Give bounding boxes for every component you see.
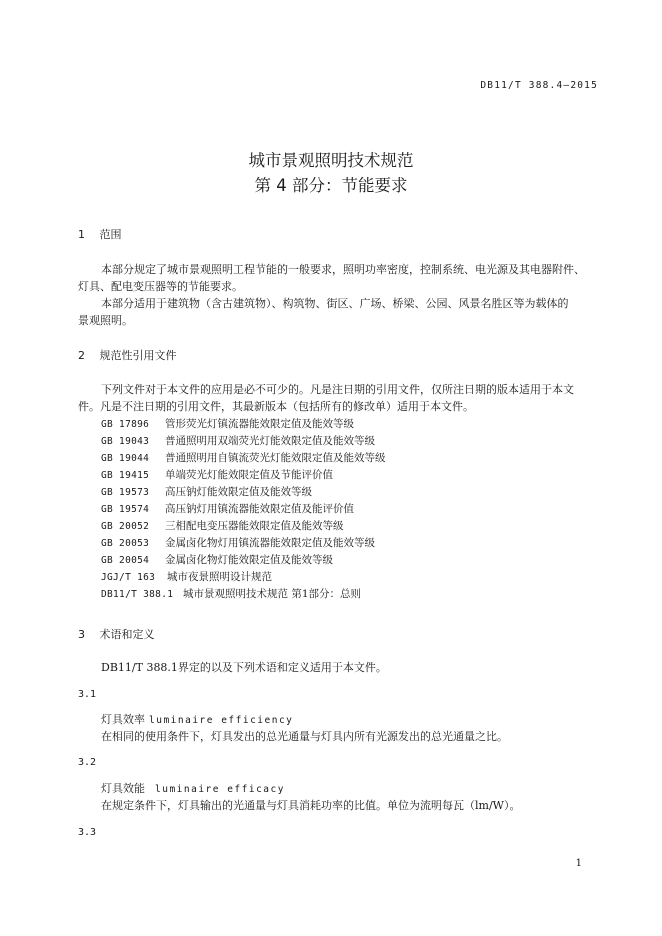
reference-item (101, 586, 361, 601)
section-number: 2 (78, 349, 85, 362)
reference-title: 三相配电变压器能效限定值及能效等级 (165, 520, 344, 532)
reference-code: GB 19043 (101, 436, 150, 447)
term-heading (101, 711, 293, 727)
reference-title: 高压钠灯用镇流器能效限定值及能评价值 (165, 503, 354, 515)
reference-code: GB 20054 (101, 555, 150, 566)
term-number: 3.2 (78, 757, 97, 768)
reference-item (101, 467, 333, 482)
scope-paragraph-1-line-1: 本部分规定了城市景观照明工程节能的一般要求，照明功率密度，控制系统、电光源及其电器附件、 (101, 263, 585, 276)
reference-title: 普通照明用双端荧光灯能效限定值及能效等级 (165, 435, 375, 447)
reference-code: GB 20053 (101, 538, 150, 549)
page-number: 1 (575, 858, 582, 869)
term-number: 3.1 (78, 689, 97, 700)
normative-intro-line-2: 件。凡是不注日期的引用文件，其最新版本（包括所有的修改单）适用于本文件。 (78, 400, 474, 413)
reference-item (101, 518, 344, 533)
reference-item (101, 552, 333, 567)
reference-code: GB 19573 (101, 487, 150, 498)
reference-item (101, 433, 375, 448)
section-number: 3 (78, 628, 85, 641)
reference-code: GB 19415 (101, 470, 150, 481)
scope-paragraph-2-line-2: 景观照明。 (78, 314, 133, 327)
term-number: 3.3 (78, 827, 97, 838)
term-english: luminaire efficacy (155, 784, 285, 795)
reference-item (101, 535, 375, 550)
reference-code: JGJ/T 163 (101, 572, 156, 583)
section-title: 术语和定义 (99, 628, 155, 641)
term-heading (101, 780, 285, 796)
reference-title: 城市夜景照明设计规范 (167, 571, 272, 583)
section-3-heading (78, 626, 155, 642)
term-definition: 在相同的使用条件下，灯具发出的总光通量与灯具内所有光源发出的总光通量之比。 (101, 730, 508, 743)
reference-item (101, 501, 354, 516)
reference-code: GB 19044 (101, 453, 150, 464)
reference-item (101, 484, 312, 499)
reference-title: 普通照明用自镇流荧光灯能效限定值及能效等级 (165, 452, 386, 464)
term-chinese: 灯具效能 (101, 782, 145, 795)
reference-title: 城市景观照明技术规范 第1部分：总则 (183, 588, 362, 600)
reference-item (101, 450, 386, 465)
section-number: 1 (78, 228, 85, 241)
standard-code-header: DB11/T 388.4—2015 (480, 80, 598, 91)
scope-paragraph-1-line-2: 灯具、配电变压器等的节能要求。 (78, 280, 243, 293)
section-title: 规范性引用文件 (99, 349, 177, 362)
section-1-heading (78, 226, 122, 242)
reference-title: 金属卤化物灯能效限定值及能效等级 (165, 554, 333, 566)
terms-intro: DB11/T 388.1界定的以及下列术语和定义适用于本文件。 (101, 661, 387, 674)
reference-code: GB 20052 (101, 521, 150, 532)
scope-paragraph-2-line-1: 本部分适用于建筑物（含古建筑物）、构筑物、街区、广场、桥梁、公园、风景名胜区等为载体的 (101, 297, 569, 310)
term-english: luminaire efficiency (149, 715, 294, 726)
reference-code: GB 19574 (101, 504, 150, 515)
section-2-heading (78, 347, 177, 363)
reference-title: 金属卤化物灯用镇流器能效限定值及能效等级 (165, 537, 375, 549)
reference-item (101, 416, 354, 431)
reference-code: GB 17896 (101, 419, 150, 430)
reference-title: 高压钠灯能效限定值及能效等级 (165, 486, 312, 498)
term-chinese: 灯具效率 (101, 713, 145, 726)
document-title: 城市景观照明技术规范 (248, 151, 414, 170)
document-subtitle: 第 4 部分：节能要求 (254, 176, 408, 195)
reference-code: DB11/T 388.1 (101, 589, 174, 600)
reference-title: 管形荧光灯镇流器能效限定值及能效等级 (165, 418, 354, 430)
term-definition: 在规定条件下，灯具输出的光通量与灯具消耗功率的比值。单位为流明每瓦（lm/W）。 (101, 799, 521, 812)
reference-item (101, 569, 272, 584)
reference-title: 单端荧光灯能效限定值及节能评价值 (165, 469, 333, 481)
section-title: 范围 (99, 228, 122, 241)
normative-intro-line-1: 下列文件对于本文件的应用是必不可少的。凡是注日期的引用文件，仅所注日期的版本适用于本文 (101, 383, 574, 396)
